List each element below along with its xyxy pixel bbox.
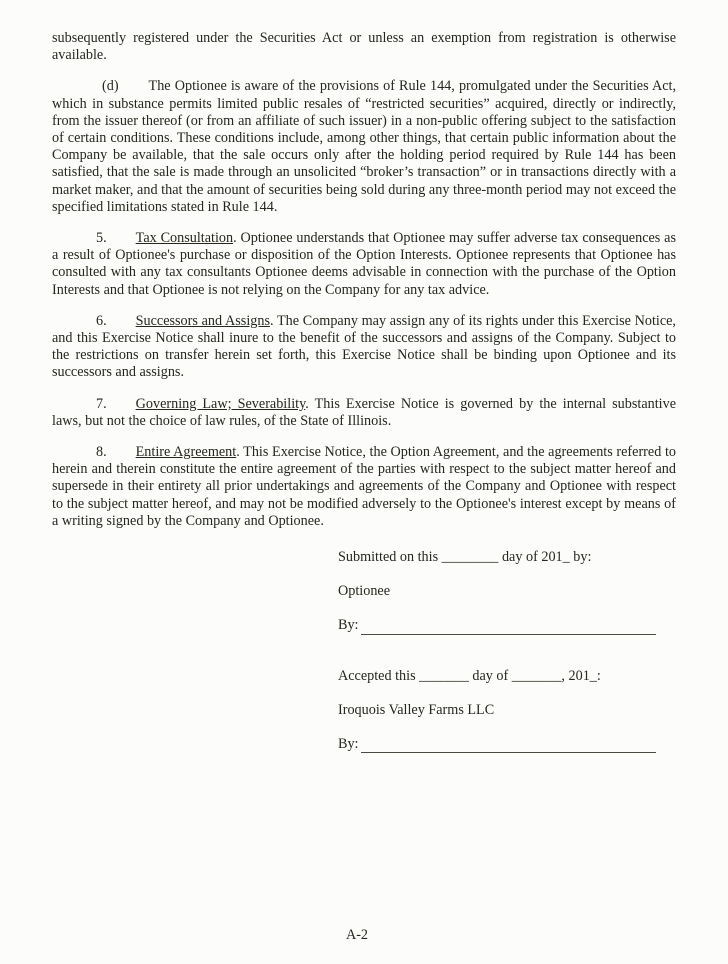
- page-number: A-2: [345, 926, 369, 943]
- section-8-entire-agreement: [52, 444, 676, 530]
- optionee-signature-line: [361, 619, 657, 635]
- company-by-line: [338, 736, 656, 753]
- section-8-body: . This Exercise Notice, the Option Agreement, and the agreements referred to herein and therein constitute the entire agreement of the parties with respect to the subject matter hereof and supersede in their entirety all prior undertakings and agreements of the Company and Optionee with respect to the subject matter hereof, and may not be modified adversely to the Optionee's interest except by means of a writing signed by the Company and Optionee.: [52, 444, 676, 529]
- section-7-heading: Governing Law; Severability: [135, 395, 306, 412]
- company-name: Iroquois Valley Farms LLC: [338, 701, 495, 718]
- signature-block: [338, 549, 656, 753]
- optionee-by-label: By:: [338, 617, 359, 634]
- section-5-body: . Optionee understands that Optionee may suffer adverse tax consequences as a result of Optionee's purchase or disposition of the Option Interests. Optionee represents that Optionee has consulted with any tax consultants Optionee deems advisable in connection with the purchase of the Option Interests and that Optionee is not relying on the Company for any tax advice.: [52, 230, 676, 298]
- section-8-heading: Entire Agreement: [135, 444, 237, 461]
- section-5-tax-consultation: [52, 230, 676, 299]
- company-by-label: By:: [338, 736, 359, 753]
- section-6-number: 6.: [96, 312, 107, 329]
- submitted-date-line: Submitted on this ________ day of 201_ by:: [338, 549, 592, 566]
- subsection-d-label: (d): [102, 78, 119, 95]
- company-signature-line: [361, 737, 657, 753]
- section-7-governing-law: [52, 396, 676, 430]
- subsection-d-body: The Optionee is aware of the provisions of Rule 144, promulgated under the Securities Act, which in substance permits limited public resales of “restricted securities” acquired, directly or indirectly, from the issuer thereof (or from an affiliate of such issuer) in a non-public offering subject to the satisfaction of certain conditions. These conditions include, among other things, that certain public information about the Company be available, that the sale occurs only after the holding period required by Rule 144 has been satisfied, that the sale is made through an unsolicited “broker’s transaction” or in transactions directly with a market maker, and that the amount of securities being sold during any three-month period may not exceed the specified limitations stated in Rule 144.: [52, 78, 676, 215]
- section-7-body: . This Exercise Notice is governed by the internal substantive laws, but not the choice of law rules, of the State of Illinois.: [52, 395, 676, 429]
- section-5-heading: Tax Consultation: [135, 230, 234, 247]
- paragraph-subsection-d: [52, 78, 676, 216]
- section-6-body: . The Company may assign any of its rights under this Exercise Notice, and this Exercise Notice shall inure to the benefit of the successors and assigns of the Company. Subject to the restrictions on transfer herein set forth, this Exercise Notice shall be binding upon Optionee and its successors and assigns.: [52, 312, 676, 381]
- accepted-date-line: Accepted this _______ day of _______, 201_:: [338, 667, 601, 684]
- section-7-number: 7.: [96, 395, 107, 412]
- optionee-by-line: [338, 617, 656, 634]
- section-8-number: 8.: [96, 444, 107, 461]
- section-6-successors-assigns: [52, 313, 676, 382]
- section-5-number: 5.: [96, 230, 107, 247]
- paragraph-continuation: subsequently registered under the Securities Act or unless an exemption from registration is otherwise available.: [52, 30, 676, 64]
- section-6-heading: Successors and Assigns: [135, 312, 270, 329]
- optionee-label: Optionee: [338, 583, 391, 600]
